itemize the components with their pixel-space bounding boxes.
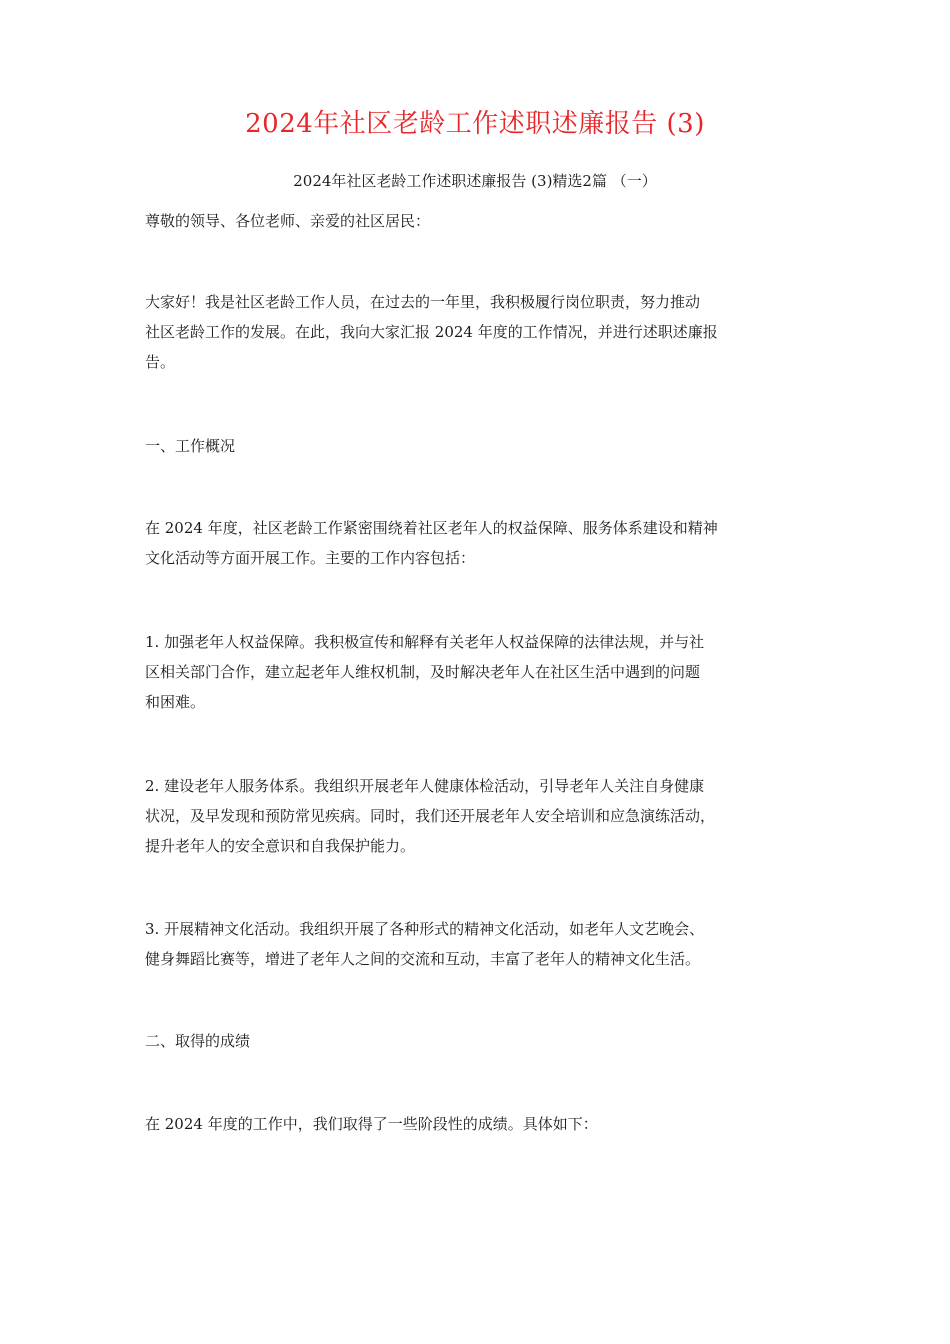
- heading-text: 一、工作概况: [145, 437, 236, 455]
- text-line: 1. 加强老年人权益保障。我积极宣传和解释有关老年人权益保障的法律法规，并与社: [145, 633, 705, 651]
- section-heading-overview: [145, 431, 825, 461]
- text-line: 文化活动等方面开展工作。主要的工作内容包括：: [145, 549, 476, 567]
- document-subtitle: 2024年社区老龄工作述职述廉报告 (3)精选2篇 （一）: [293, 172, 657, 190]
- text-line: 社区老龄工作的发展。在此，我向大家汇报 2024 年度的工作情况，并进行述职述廉报: [145, 323, 718, 341]
- text-line: 状况，及早发现和预防常见疾病。同时，我们还开展老年人安全培训和应急演练活动，: [145, 807, 716, 825]
- heading-text: 二、取得的成绩: [145, 1032, 251, 1050]
- text-line: 在 2024 年度，社区老龄工作紧密围绕着社区老年人的权益保障、服务体系建设和精神: [145, 519, 718, 537]
- achievements-paragraph: [145, 1109, 825, 1139]
- text-line: 尊敬的领导、各位老师、亲爱的社区居民：: [145, 212, 431, 230]
- item-1-paragraph: [145, 627, 825, 717]
- item-3-paragraph: [145, 914, 825, 974]
- text-line: 2. 建设老年人服务体系。我组织开展老年人健康体检活动，引导老年人关注自身健康: [145, 777, 705, 795]
- text-line: 3. 开展精神文化活动。我组织开展了各种形式的精神文化活动，如老年人文艺晚会、: [145, 920, 705, 938]
- text-line: 和困难。: [145, 693, 206, 711]
- text-line: 大家好！我是社区老龄工作人员，在过去的一年里，我积极履行岗位职责，努力推动: [145, 293, 701, 311]
- text-line: 区相关部门合作，建立起老年人维权机制，及时解决老年人在社区生活中遇到的问题: [145, 663, 701, 681]
- overview-paragraph: [145, 513, 825, 573]
- text-line: 提升老年人的安全意识和自我保护能力。: [145, 837, 416, 855]
- section-heading-achievements: [145, 1026, 825, 1056]
- greeting-paragraph: [145, 206, 825, 236]
- text-line: 告。: [145, 353, 176, 371]
- intro-paragraph: [145, 287, 825, 377]
- item-2-paragraph: [145, 771, 825, 861]
- text-line: 健身舞蹈比赛等，增进了老年人之间的交流和互动，丰富了老年人的精神文化生活。: [145, 950, 701, 968]
- text-line: 在 2024 年度的工作中，我们取得了一些阶段性的成绩。具体如下：: [145, 1115, 598, 1133]
- document-title: 2024年社区老龄工作述职述廉报告 (3): [245, 109, 705, 139]
